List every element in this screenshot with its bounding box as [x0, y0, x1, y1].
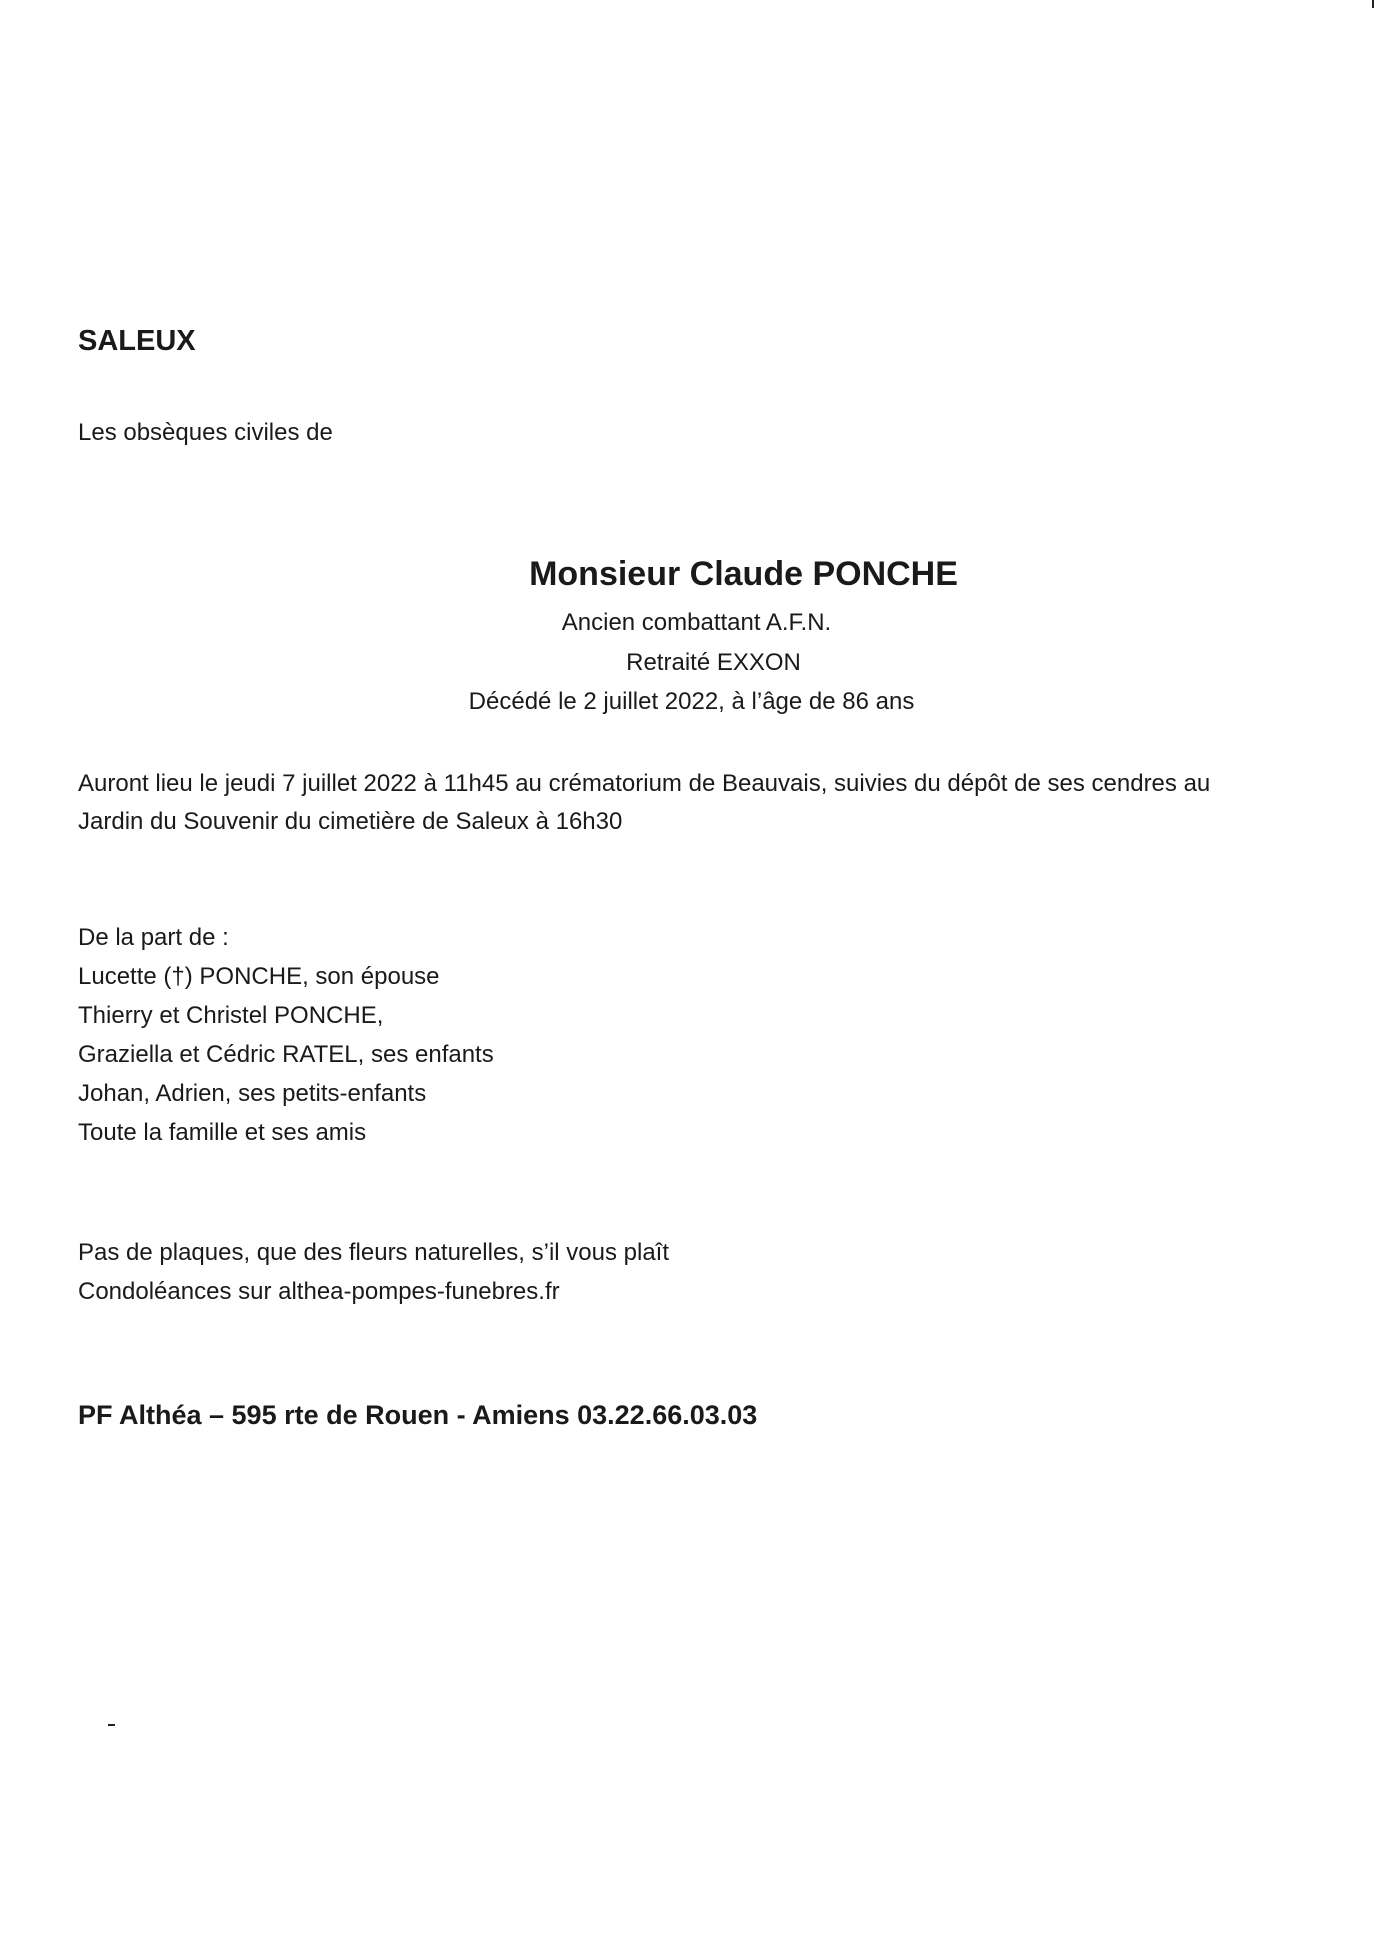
notes-block — [78, 1233, 669, 1311]
note-line: Pas de plaques, que des fleurs naturelles, s’il vous plaît — [78, 1239, 670, 1266]
scan-artifact-mark — [108, 1724, 115, 1726]
funeral-home-footer: PF Althéa – 595 rte de Rouen - Amiens 03.22.66.03.03 — [78, 1400, 758, 1430]
note-line: Condoléances sur althea-pompes-funebres.fr — [78, 1278, 560, 1305]
family-line: Toute la famille et ses amis — [78, 1119, 367, 1146]
family-list — [78, 918, 494, 1152]
family-line: Lucette (†) PONCHE, son épouse — [78, 963, 440, 990]
family-line: Johan, Adrien, ses petits-enfants — [78, 1080, 427, 1107]
family-line: De la part de : — [78, 924, 229, 951]
ceremony-line: Auront lieu le jeudi 7 juillet 2022 à 11h45 au crématorium de Beauvais, suivies du dépôt de ses cendres au — [78, 770, 1211, 797]
family-line: Thierry et Christel PONCHE, — [78, 1002, 384, 1029]
deceased-title-retired: Retraité EXXON — [626, 649, 801, 676]
scan-artifact-mark — [1372, 0, 1374, 8]
town-heading: SALEUX — [78, 325, 196, 357]
family-line: Graziella et Cédric RATEL, ses enfants — [78, 1041, 494, 1068]
deceased-title-veteran: Ancien combattant A.F.N. — [561, 609, 832, 636]
ceremony-paragraph — [78, 765, 1308, 841]
intro-text: Les obsèques civiles de — [78, 419, 333, 446]
deceased-name: Monsieur Claude PONCHE — [529, 555, 958, 593]
deceased-death-date: Décédé le 2 juillet 2022, à l’âge de 86 ans — [468, 688, 915, 715]
ceremony-line: Jardin du Souvenir du cimetière de Saleux à 16h30 — [78, 808, 623, 835]
